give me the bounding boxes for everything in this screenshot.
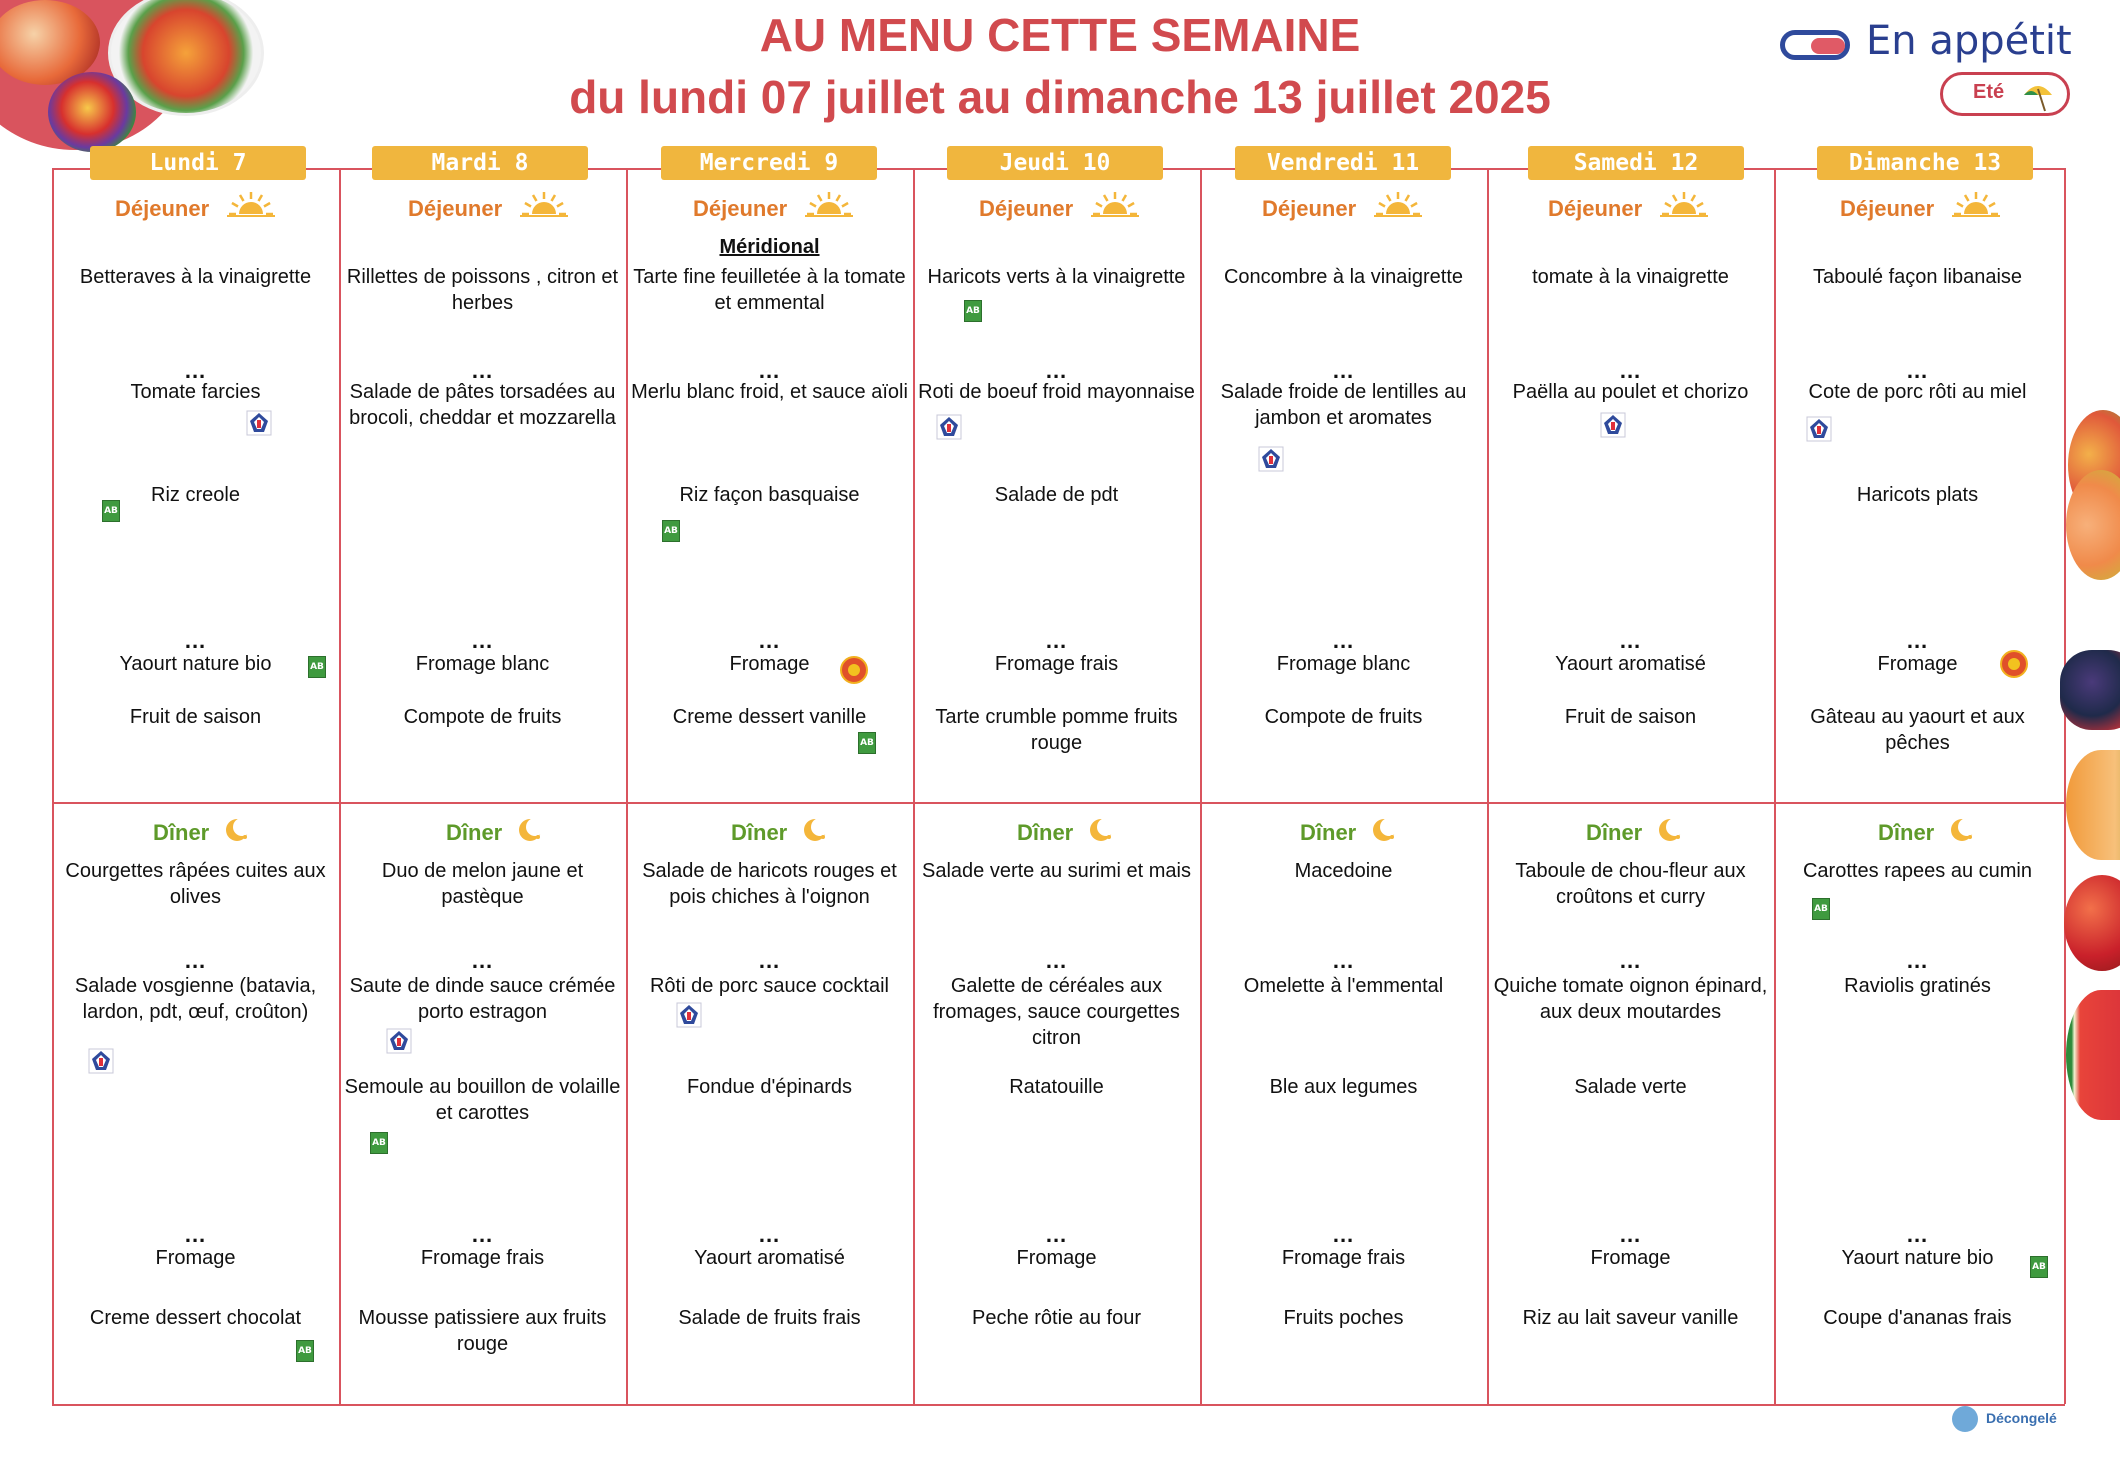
separator-dots: ... <box>758 948 781 973</box>
ab-organic-label-icon: AB <box>964 300 982 322</box>
sun-icon <box>1950 192 2002 218</box>
separator-dots: ... <box>1906 948 1929 973</box>
cantaloupe-slice-image <box>2066 750 2120 860</box>
lunch-dessert: Gâteau au yaourt et aux pêches <box>1810 706 2025 754</box>
lunch-label: Déjeuner <box>693 196 788 221</box>
lunch-main: Merlu blanc froid, et sauce aïoli <box>631 381 908 403</box>
ab-organic-label-icon: AB <box>308 656 326 678</box>
lunch-side: Haricots plats <box>1856 484 1979 506</box>
moon-icon <box>1656 817 1686 843</box>
lunch-starter: Tarte fine feuilletée à la tomate et emmental <box>633 266 906 314</box>
berries-image <box>2060 650 2120 730</box>
moon-icon <box>516 817 546 843</box>
separator-dots: ... <box>471 358 494 383</box>
lunch-starter: Rillettes de poissons , citron et herbes <box>346 266 619 314</box>
dinner-label: Dîner <box>446 820 503 845</box>
dinner-side: Fondue d'épinards <box>686 1076 853 1098</box>
french-origin-icon <box>676 1002 702 1028</box>
day-column <box>339 168 626 1404</box>
lunch-side: Salade de pdt <box>994 484 1119 506</box>
dinner-starter: Carottes rapees au cumin <box>1802 860 2032 882</box>
lunch-main: Cote de porc rôti au miel <box>1808 381 2027 403</box>
lunch-theme: Méridional <box>719 236 820 258</box>
sun-icon <box>1658 192 1710 218</box>
ab-organic-label-icon: AB <box>662 520 680 542</box>
dinner-side: Salade verte <box>1574 1076 1687 1098</box>
lunch-starter: tomate à la vinaigrette <box>1532 266 1729 288</box>
separator-dots: ... <box>1045 1222 1068 1247</box>
aop-label-icon <box>840 656 868 684</box>
dinner-dessert: Creme dessert chocolat <box>89 1307 302 1329</box>
dinner-side: Semoule au bouillon de volaille et carottes <box>344 1076 621 1124</box>
lunch-dessert: Tarte crumble pomme fruits rouge <box>935 706 1178 754</box>
dinner-starter: Salade verte au surimi et mais <box>921 860 1191 882</box>
page-title: AU MENU CETTE SEMAINE <box>759 9 1361 61</box>
separator-dots: ... <box>1906 628 1929 653</box>
day-tab: Jeudi 10 <box>947 146 1163 180</box>
lunch-dairy: Fromage <box>1877 653 1958 675</box>
day-column <box>1200 168 1487 1404</box>
day-tab: Vendredi 11 <box>1235 146 1451 180</box>
separator-dots: ... <box>1332 948 1355 973</box>
dinner-starter: Courgettes râpées cuites aux olives <box>65 860 326 908</box>
separator-dots: ... <box>184 948 207 973</box>
watermelon-image <box>2066 990 2120 1120</box>
snowflake-icon <box>1952 1406 1978 1432</box>
day-tab: Samedi 12 <box>1528 146 1744 180</box>
lunch-main: Tomate farcies <box>130 381 261 403</box>
dinner-dessert: Coupe d'ananas frais <box>1823 1307 2012 1329</box>
dinner-main: Rôti de porc sauce cocktail <box>649 975 889 997</box>
sun-icon <box>225 192 277 218</box>
ab-organic-label-icon: AB <box>858 732 876 754</box>
day-tab: Dimanche 13 <box>1817 146 2033 180</box>
french-origin-icon <box>1806 416 1832 442</box>
dinner-dairy: Yaourt nature bio <box>1841 1247 1994 1269</box>
ab-organic-label-icon: AB <box>370 1132 388 1154</box>
dinner-dessert: Fruits poches <box>1283 1307 1404 1329</box>
lunch-main: Salade de pâtes torsadées au brocoli, cheddar et mozzarella <box>349 381 616 429</box>
ab-organic-label-icon: AB <box>1812 898 1830 920</box>
separator-dots: ... <box>1045 948 1068 973</box>
dinner-label: Dîner <box>1878 820 1935 845</box>
lunch-dessert: Fruit de saison <box>129 706 262 728</box>
lunch-dairy: Fromage blanc <box>1276 653 1411 675</box>
moon-icon <box>1087 817 1117 843</box>
day-tab: Mardi 8 <box>372 146 588 180</box>
dinner-label: Dîner <box>1017 820 1074 845</box>
separator-dots: ... <box>1906 358 1929 383</box>
separator-dots: ... <box>184 628 207 653</box>
grid-right-border <box>2064 168 2066 1404</box>
defrosted-label: Décongelé <box>1986 1410 2057 1426</box>
separator-dots: ... <box>1332 358 1355 383</box>
lunch-label: Déjeuner <box>115 196 210 221</box>
dinner-side: Ble aux legumes <box>1269 1076 1418 1098</box>
page-subtitle-dates: du lundi 07 juillet au dimanche 13 juillet 2025 <box>569 71 1551 123</box>
separator-dots: ... <box>758 628 781 653</box>
day-column <box>52 168 339 1404</box>
sun-icon <box>803 192 855 218</box>
dinner-main: Salade vosgienne (batavia, lardon, pdt, œuf, croûton) <box>74 975 317 1023</box>
french-origin-icon <box>386 1028 412 1054</box>
day-column <box>913 168 1200 1404</box>
brand-name: En appétit <box>1866 18 2072 64</box>
dinner-starter: Salade de haricots rouges et pois chiches à l'oignon <box>642 860 897 908</box>
dinner-dairy: Yaourt aromatisé <box>694 1247 845 1269</box>
lunch-dairy: Fromage blanc <box>415 653 550 675</box>
lunch-label: Déjeuner <box>1840 196 1935 221</box>
moon-icon <box>801 817 831 843</box>
season-label: Eté <box>1973 81 2005 103</box>
dinner-dairy: Fromage <box>1590 1247 1671 1269</box>
moon-icon <box>1370 817 1400 843</box>
dinner-dairy: Fromage frais <box>420 1247 545 1269</box>
dinner-dessert: Mousse patissiere aux fruits rouge <box>358 1307 607 1355</box>
lunch-label: Déjeuner <box>979 196 1074 221</box>
separator-dots: ... <box>184 358 207 383</box>
lunch-main: Salade froide de lentilles au jambon et aromates <box>1220 381 1467 429</box>
separator-dots: ... <box>184 1222 207 1247</box>
lunch-label: Déjeuner <box>408 196 503 221</box>
lunch-dairy: Fromage frais <box>994 653 1119 675</box>
french-origin-icon <box>936 414 962 440</box>
season-badge <box>1940 72 2070 116</box>
moon-icon <box>1948 817 1978 843</box>
separator-dots: ... <box>1619 358 1642 383</box>
aop-label-icon <box>2000 650 2028 678</box>
dinner-dairy: Fromage <box>155 1247 236 1269</box>
dinner-main: Saute de dinde sauce crémée porto estragon <box>349 975 616 1023</box>
separator-dots: ... <box>471 628 494 653</box>
french-origin-icon <box>1600 412 1626 438</box>
lunch-dessert: Compote de fruits <box>403 706 562 728</box>
separator-dots: ... <box>471 948 494 973</box>
lunch-side: Riz creole <box>151 484 240 506</box>
dinner-main: Galette de céréales aux fromages, sauce courgettes citron <box>933 975 1180 1049</box>
separator-dots: ... <box>1332 628 1355 653</box>
dinner-main: Raviolis gratinés <box>1844 975 1991 997</box>
dinner-starter: Macedoine <box>1294 860 1393 882</box>
lunch-main: Paëlla au poulet et chorizo <box>1512 381 1749 403</box>
dinner-main: Quiche tomate oignon épinard, aux deux moutardes <box>1493 975 1768 1023</box>
dinner-label: Dîner <box>153 820 210 845</box>
dinner-label: Dîner <box>731 820 788 845</box>
lunch-main: Roti de boeuf froid mayonnaise <box>918 381 1195 403</box>
brand-pill-icon <box>1780 30 1850 60</box>
dinner-dairy: Fromage frais <box>1281 1247 1406 1269</box>
dinner-dessert: Peche rôtie au four <box>972 1307 1141 1329</box>
dinner-side: Ratatouille <box>1009 1076 1104 1098</box>
day-column <box>1487 168 1774 1404</box>
french-origin-icon <box>246 410 272 436</box>
dinner-label: Dîner <box>1586 820 1643 845</box>
ab-organic-label-icon: AB <box>2030 1256 2048 1278</box>
lunch-starter: Haricots verts à la vinaigrette <box>927 266 1186 288</box>
dinner-dairy: Fromage <box>1016 1247 1097 1269</box>
separator-dots: ... <box>1619 948 1642 973</box>
sun-icon <box>1089 192 1141 218</box>
dinner-dessert: Salade de fruits frais <box>678 1307 861 1329</box>
day-column <box>1774 168 2061 1404</box>
lunch-dessert: Creme dessert vanille <box>672 706 867 728</box>
day-tab: Lundi 7 <box>90 146 306 180</box>
brand-logo <box>1780 20 2080 80</box>
ab-organic-label-icon: AB <box>102 500 120 522</box>
dinner-dessert: Riz au lait saveur vanille <box>1522 1307 1739 1329</box>
grid-bottom-border <box>52 1404 2065 1406</box>
ab-organic-label-icon: AB <box>296 1340 314 1362</box>
dinner-label: Dîner <box>1300 820 1357 845</box>
day-tab: Mercredi 9 <box>661 146 877 180</box>
sun-icon <box>1372 192 1424 218</box>
separator-dots: ... <box>1045 628 1068 653</box>
separator-dots: ... <box>1619 1222 1642 1247</box>
lunch-dairy: Fromage <box>729 653 810 675</box>
dinner-starter: Taboule de chou-fleur aux croûtons et curry <box>1515 860 1746 908</box>
lunch-side: Riz façon basquaise <box>679 484 860 506</box>
dinner-main: Omelette à l'emmental <box>1243 975 1444 997</box>
dinner-starter: Duo de melon jaune et pastèque <box>381 860 584 908</box>
separator-dots: ... <box>471 1222 494 1247</box>
lunch-dessert: Compote de fruits <box>1264 706 1423 728</box>
separator-dots: ... <box>1332 1222 1355 1247</box>
lunch-dairy: Yaourt aromatisé <box>1555 653 1706 675</box>
lunch-dairy: Yaourt nature bio <box>119 653 272 675</box>
day-column <box>626 168 913 1404</box>
french-origin-icon <box>1258 446 1284 472</box>
lunch-starter: Taboulé façon libanaise <box>1812 266 2023 288</box>
separator-dots: ... <box>1906 1222 1929 1247</box>
lunch-starter: Concombre à la vinaigrette <box>1223 266 1463 288</box>
separator-dots: ... <box>758 1222 781 1247</box>
lunch-starter: Betteraves à la vinaigrette <box>79 266 312 288</box>
separator-dots: ... <box>1045 358 1068 383</box>
parasol-icon <box>2021 79 2055 113</box>
separator-dots: ... <box>1619 628 1642 653</box>
separator-dots: ... <box>758 358 781 383</box>
defrosted-legend <box>1952 1406 2102 1432</box>
french-origin-icon <box>88 1048 114 1074</box>
lunch-dessert: Fruit de saison <box>1564 706 1697 728</box>
sun-icon <box>518 192 570 218</box>
lunch-label: Déjeuner <box>1548 196 1643 221</box>
lunch-label: Déjeuner <box>1262 196 1357 221</box>
moon-icon <box>223 817 253 843</box>
apple-image <box>2064 875 2120 971</box>
